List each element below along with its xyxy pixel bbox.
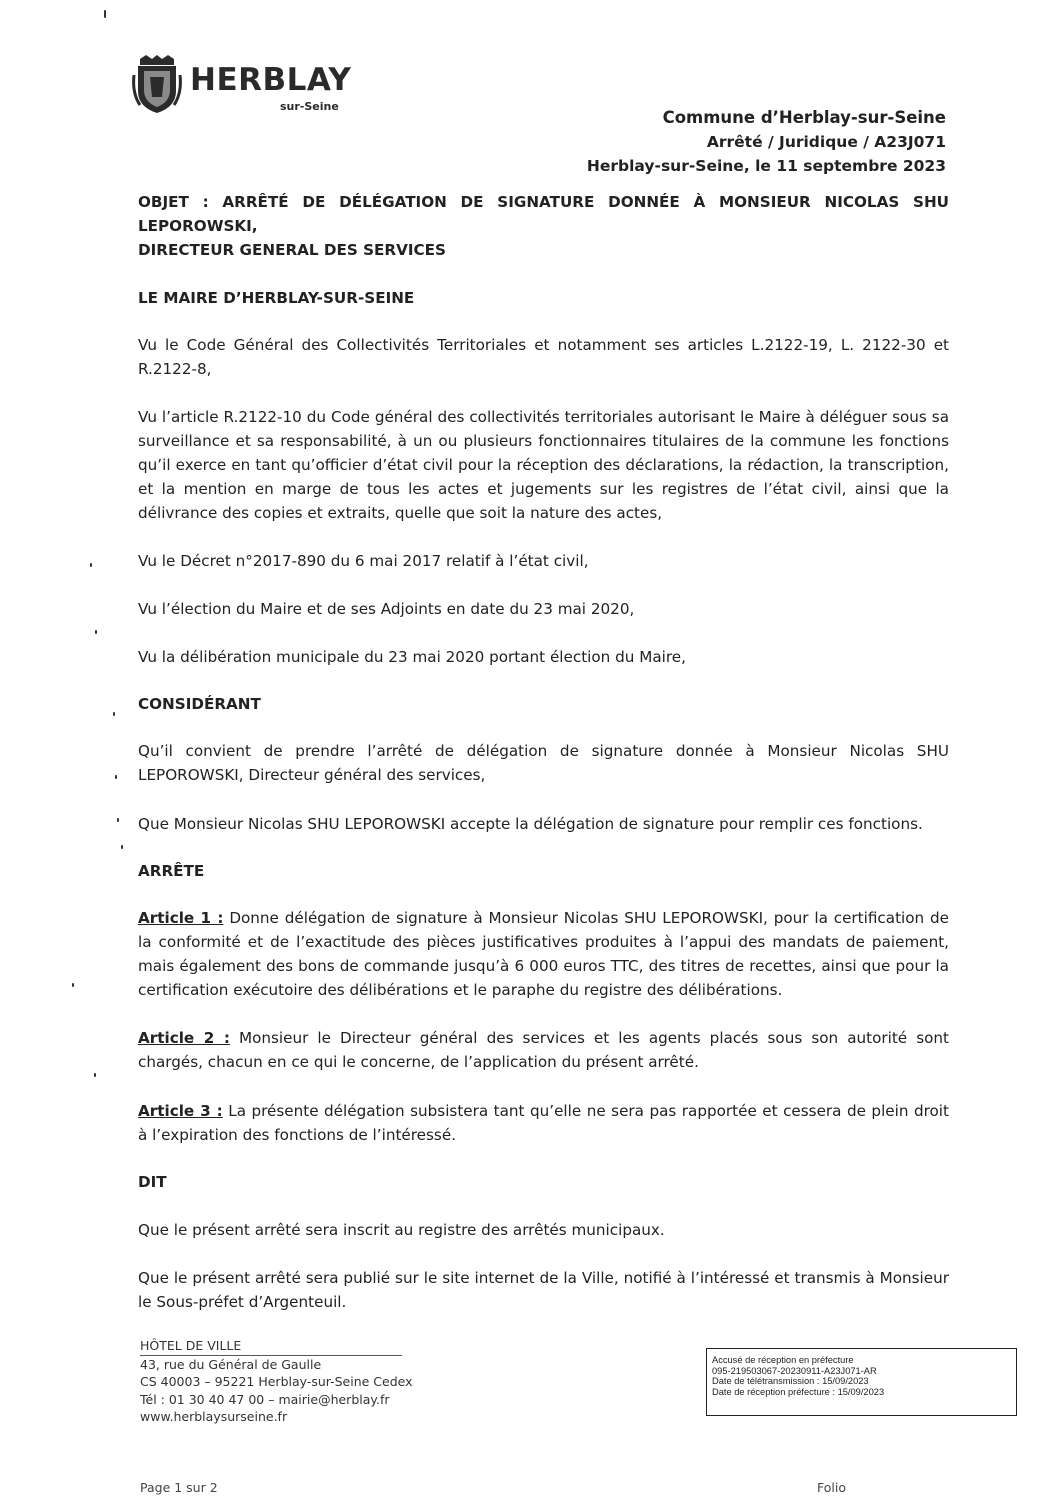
dit-paragraph: Que le présent arrêté sera publié sur le site internet de la Ville, notifié à l’intéressé et transmis à Monsieur le Sous-préfet d’Argenteuil.: [138, 1269, 949, 1311]
objet-line-2: DIRECTEUR GENERAL DES SERVICES: [138, 241, 446, 259]
document-body: [138, 190, 949, 1314]
scan-speck: [90, 563, 92, 567]
scan-speck: [113, 712, 115, 716]
contact-line: Tél : 01 30 40 47 00 – mairie@herblay.fr: [140, 1391, 390, 1407]
logo-wordmark: HERBLAY: [190, 62, 352, 98]
scan-speck: [94, 1073, 96, 1077]
maire-heading: LE MAIRE D’HERBLAY-SUR-SEINE: [138, 289, 415, 307]
page-number: Page 1 sur 2: [140, 1480, 218, 1495]
footer-address: [140, 1337, 413, 1426]
vu-paragraph: Vu le Code Général des Collectivités Territoriales et notamment ses articles L.2122-19, L. 2122-30 et R.2122-8,: [138, 336, 949, 378]
commune-name: Commune d’Herblay-sur-Seine: [662, 108, 946, 127]
stamp-line: Date de réception préfecture : 15/09/2023: [712, 1386, 885, 1397]
stamp-line: 095-219503067-20230911-A23J071-AR: [712, 1365, 877, 1376]
logo-subtitle: sur-Seine: [280, 100, 339, 113]
considerant-heading: CONSIDÉRANT: [138, 695, 261, 713]
considerant-paragraph: Qu’il convient de prendre l’arrêté de délégation de signature donnée à Monsieur Nicolas SHU LEPOROWSKI, Directeur général des services,: [138, 742, 949, 784]
website: www.herblaysurseine.fr: [140, 1409, 288, 1424]
arrete-heading: ARRÊTE: [138, 862, 205, 880]
article-paragraph: [138, 1026, 949, 1074]
scan-speck: [121, 845, 123, 849]
folio-label: Folio: [817, 1480, 846, 1495]
address-line: CS 40003 – 95221 Herblay-sur-Seine Cedex: [140, 1374, 413, 1389]
coat-of-arms-icon: [132, 53, 182, 115]
article-text: La présente délégation subsistera tant qu’elle ne sera pas rapportée et cessera de plein droit à l’expiration des fonctions de l’intéressé.: [138, 1102, 949, 1144]
article-paragraph: [138, 1099, 949, 1147]
vu-paragraph: Vu le Décret n°2017-890 du 6 mai 2017 relatif à l’état civil,: [138, 552, 589, 570]
considerant-paragraph: Que Monsieur Nicolas SHU LEPOROWSKI accepte la délégation de signature pour remplir ces fonctions.: [138, 815, 923, 833]
article-text: Monsieur le Directeur général des services et les agents placés sous son autorité sont chargés, chacun en ce qui le concerne, de l’application du présent arrêté.: [138, 1029, 950, 1071]
prefecture-receipt-stamp: [706, 1348, 1017, 1416]
dit-heading: DIT: [138, 1173, 167, 1191]
place-date: Herblay-sur-Seine, le 11 septembre 2023: [586, 157, 946, 175]
objet-line-1: OBJET : ARRÊTÉ DE DÉLÉGATION DE SIGNATURE DONNÉE À MONSIEUR NICOLAS SHU LEPOROWSKI,: [138, 193, 949, 235]
article-label: Article 3 :: [138, 1102, 223, 1120]
reference: Arrêté / Juridique / A23J071: [706, 133, 946, 151]
article-label: Article 1 :: [138, 909, 224, 927]
scan-speck: [115, 775, 117, 779]
hotel-de-ville-label: HÔTEL DE VILLE: [140, 1337, 402, 1356]
vu-paragraph: Vu l’article R.2122-10 du Code général des collectivités territoriales autorisant le Maire à déléguer sous sa surveillance et sa responsabilité, à un ou plusieurs fonctionnaires titulaires de la commune les fonctions qu’il exerce en tant qu’officier d’état civil pour la réception des déclarations, la rédaction, la transcription, et la mention en marge de tous les actes et jugements sur les registres de l’état civil, ainsi que la délivrance des copies et extraits, quelle que soit la nature des actes,: [138, 408, 949, 522]
herblay-logo: [132, 53, 362, 123]
stamp-line: Accusé de réception en préfecture: [712, 1355, 854, 1365]
stamp-line: Date de télétransmission : 15/09/2023: [712, 1376, 869, 1386]
dit-paragraph: Que le présent arrêté sera inscrit au registre des arrêtés municipaux.: [138, 1221, 665, 1239]
vu-paragraph: Vu l’élection du Maire et de ses Adjoints en date du 23 mai 2020,: [138, 600, 635, 618]
document-header: [587, 106, 946, 178]
scan-speck: [117, 818, 119, 822]
scan-speck: [95, 630, 97, 634]
vu-paragraph: Vu la délibération municipale du 23 mai 2020 portant élection du Maire,: [138, 648, 686, 666]
scan-speck: [104, 10, 106, 18]
article-paragraph: [138, 906, 949, 1002]
address-line: 43, rue du Général de Gaulle: [140, 1356, 322, 1372]
article-text: Donne délégation de signature à Monsieur Nicolas SHU LEPOROWSKI, pour la certification de la conformité et de l’exactitude des pièces justificatives produites à l’appui des mandats de paiement, mais également des bons de commande jusqu’à 6 000 euros TTC, des titres de recettes, ainsi que pour la certification exécutoire des délibérations et le paraphe du registre des délibérations.: [138, 909, 949, 999]
article-label: Article 2 :: [138, 1029, 230, 1047]
scan-speck: [72, 983, 74, 987]
